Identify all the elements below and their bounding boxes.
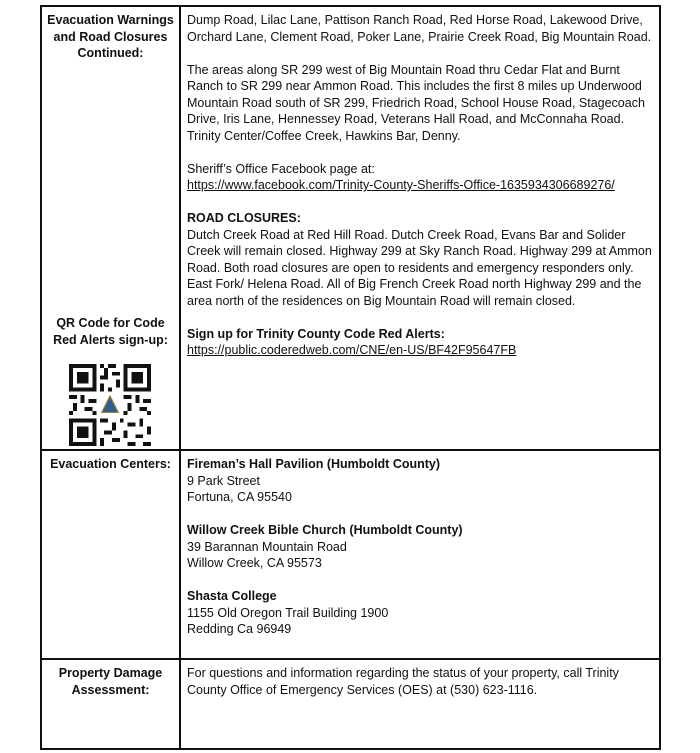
facebook-link[interactable]: https://www.facebook.com/Trinity-County-Sheriffs-Office-1635934306689276/ [187, 178, 615, 192]
centers-label-cell [42, 451, 181, 658]
center-street: 39 Barannan Mountain Road [187, 539, 347, 554]
qr-code-label: QR Code for Code Red Alerts sign-up: [53, 316, 168, 347]
signup-heading: Sign up for Trinity County Code Red Alerts: [187, 326, 445, 341]
closures-block [187, 210, 653, 309]
center-city: Willow Creek, CA 95573 [187, 556, 322, 570]
center-item [187, 456, 653, 506]
damage-text: For questions and information regarding the status of your property, call Trinity County Office of Emergency Services (OES) at (530) 623-1116. [187, 666, 619, 697]
center-street: 1155 Old Oregon Trail Building 1900 [187, 605, 389, 620]
evacuation-centers-row [42, 449, 659, 658]
centers-label: Evacuation Centers: [50, 457, 171, 471]
facebook-intro: Sheriff’s Office Facebook page at: [187, 161, 375, 176]
evacuation-row [42, 7, 659, 449]
center-name: Shasta College [187, 589, 277, 603]
center-name: Fireman’s Hall Pavilion (Humboldt County) [187, 457, 441, 471]
center-item [187, 588, 653, 638]
evacuation-label: Evacuation Warnings and Road Closures Continued: [47, 13, 174, 60]
center-item [187, 522, 653, 572]
property-damage-row [42, 658, 659, 748]
center-name: Willow Creek Bible Church (Humboldt County) [187, 523, 463, 537]
facebook-block [187, 161, 653, 194]
center-street: 9 Park Street [187, 473, 260, 488]
coderedweb-link[interactable]: https://public.coderedweb.com/CNE/en-US/BF42F95647FB [187, 343, 517, 357]
damage-label-cell [42, 660, 181, 748]
center-city: Fortuna, CA 95540 [187, 490, 292, 504]
qr-code-image[interactable] [69, 364, 151, 446]
centers-list [181, 451, 659, 658]
areas-text: The areas along SR 299 west of Big Mountain Road thru Cedar Flat and Burnt Ranch to SR 299 near Ammon Road. This includes the first 8 miles up Underwood Mountain Road south of SR 299, Friedrich Road, School House Road, Stagecoach Drive, Iris Lane, Hennessey Road, Veterans Hall Road, and McConnaha Road. Trinity Center/Coffee Creek, Hawkins Bar, Denny. [187, 62, 645, 143]
center-city: Redding Ca 96949 [187, 622, 292, 636]
road-list: Dump Road, Lilac Lane, Pattison Ranch Road, Red Horse Road, Lakewood Drive, Orchard Lane, Clement Road, Poker Lane, Prairie Creek Road, Big Mountain Road. [187, 13, 652, 44]
closures-text: Dutch Creek Road at Red Hill Road. Dutch Creek Road, Evans Bar and Solider Creek will remain closed. Highway 299 at Sky Ranch Road. Highway 299 at Ammon Road. Both road closures are open to residents and emergency responders only. East Fork/ Helena Road. All of Big French Creek Road north Highway 299 and the area north of the residences on Big Mountain Road will remain closed. [187, 227, 652, 308]
signup-block [187, 326, 653, 359]
info-table [40, 5, 661, 750]
evacuation-label-cell [42, 7, 181, 449]
damage-label: Property Damage Assessment: [58, 666, 163, 697]
closures-heading: ROAD CLOSURES: [187, 211, 301, 225]
evacuation-details [181, 7, 659, 449]
damage-details [181, 660, 659, 748]
